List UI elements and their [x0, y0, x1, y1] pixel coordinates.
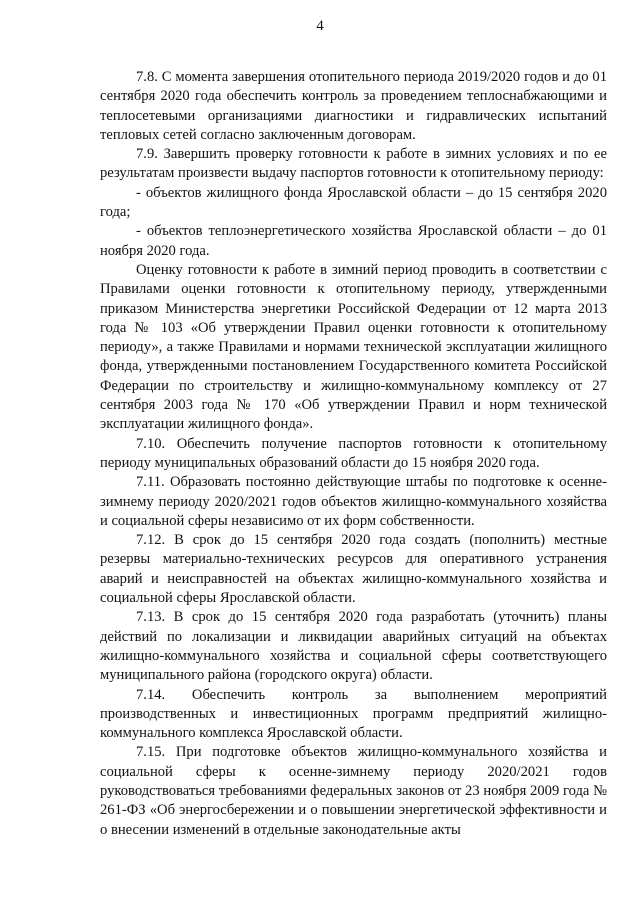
- paragraph-7-13: 7.13. В срок до 15 сентября 2020 года разработать (уточнить) планы действий по локализации и ликвидации аварийных ситуаций на объектах жилищно-коммунального хозяйства и социальной сферы соответствующего муниципального района (городского округа) области.: [100, 609, 607, 684]
- page-number: 4: [316, 18, 324, 34]
- paragraph-7-14: 7.14. Обеспечить контроль за выполнением мероприятий производственных и инвестиционных программ предприятий жилищно-коммунального комплекса Ярославской области.: [100, 686, 607, 742]
- paragraph-7-10: 7.10. Обеспечить получение паспортов готовности к отопительному периоду муниципальных образований области до 15 ноября 2020 года.: [100, 435, 607, 471]
- paragraph-7-11: 7.11. Образовать постоянно действующие штабы по подготовке к осенне-зимнему периоду 2020/2021 годов объектов жилищно-коммунального хозяйства и социальной сферы независимо от их форм собственности.: [100, 474, 607, 529]
- paragraph-7-8: 7.8. С момента завершения отопительного периода 2019/2020 годов и до 01 сентября 2020 года обеспечить контроль за проведением теплоснабжающими и теплосетевыми организациями диагностики и гидравлических испытаний тепловых сетей согласно заключенным договорам.: [100, 69, 607, 143]
- paragraph-readiness-assessment: Оценку готовности к работе в зимний период проводить в соответствии с Правилами оценки готовности к отопительному периоду, утвержденными приказом Министерства энергетики Российской Федерации от 12 марта 2013 года № 103 «Об утверждении Правил оценки готовности к отопительному периоду», а также Правилами и нормами технической эксплуатации жилищного фонда, утвержденными постановлением Государственного комитета Российской Федерации по строительству и жилищно-коммунальному комплексу от 27 сентября 2003 года № 170 «Об утверждении Правил и норм технической эксплуатации жилищного фонда».: [100, 261, 607, 433]
- list-item-heat-power-facilities: - объектов теплоэнергетического хозяйства Ярославской области – до 01 ноября 2020 года.: [100, 223, 607, 259]
- paragraph-7-12: 7.12. В срок до 15 сентября 2020 года создать (пополнить) местные резервы материально-технических ресурсов для оперативного устранения аварий и неисправностей на объектах жилищно-коммунального хозяйства и социальной сферы Ярославской области.: [100, 532, 607, 607]
- document-body: [100, 68, 607, 840]
- list-item-housing-stock: - объектов жилищного фонда Ярославской области – до 15 сентября 2020 года;: [100, 184, 607, 221]
- paragraph-7-9: 7.9. Завершить проверку готовности к работе в зимних условиях и по ее результатам произвести выдачу паспортов готовности к отопительному периоду:: [100, 146, 607, 182]
- paragraph-7-15: 7.15. При подготовке объектов жилищно-коммунального хозяйства и социальной сферы к осенне-зимнему периоду 2020/2021 годов руководствоваться требованиями федеральных законов от 23 ноября 2009 года № 261-ФЗ «Об энергосбережении и о повышении энергетической эффективности и о внесении изменений в отдельные законодательные акты: [100, 744, 607, 838]
